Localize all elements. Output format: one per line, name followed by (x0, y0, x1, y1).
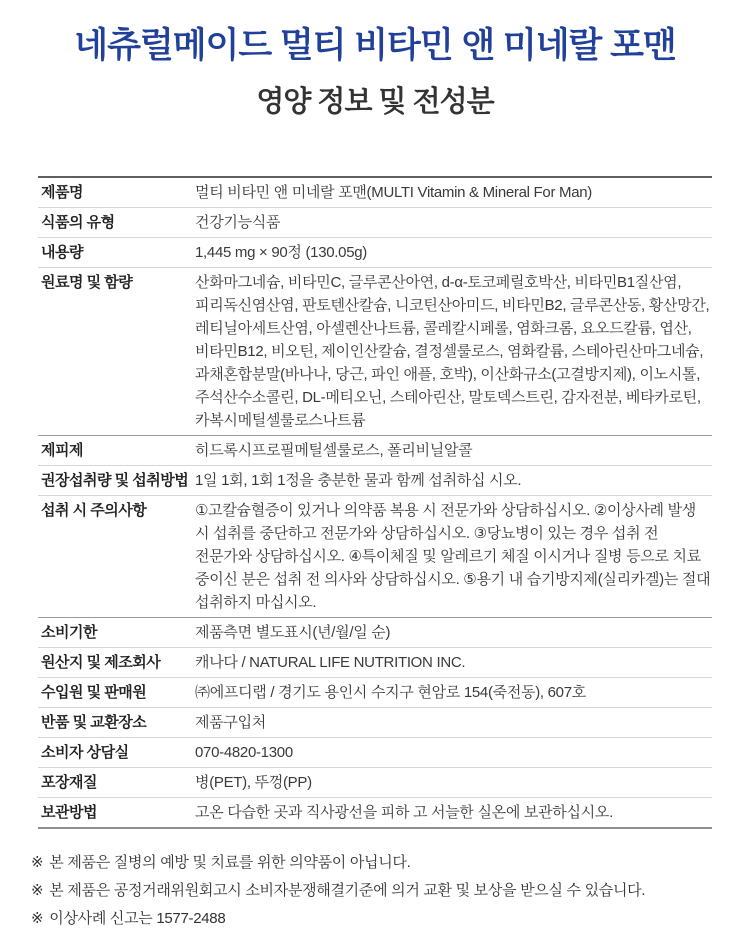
table-row-storage-method (38, 797, 712, 827)
footnotes (31, 851, 710, 930)
row-label: 내용량 (41, 243, 83, 261)
row-label: 포장재질 (41, 773, 97, 791)
row-label: 보관방법 (41, 803, 97, 821)
row-value: 1일 1회, 1회 1정을 충분한 물과 함께 섭취하십 시오. (195, 471, 522, 489)
table-row-expiry-date (38, 617, 712, 647)
row-value: 병(PET), 뚜껑(PP) (195, 773, 312, 791)
row-value: 1,445 mg × 90정 (130.05g) (195, 243, 367, 261)
row-label: 원산지 및 제조회사 (41, 653, 161, 671)
row-label: 소비기한 (41, 623, 97, 641)
table-row-return-exchange (38, 707, 712, 737)
footnote-text: 본 제품은 공정거래위원회고시 소비자분쟁해결기준에 의거 교환 및 보상을 받으실 수 있습니다. (49, 881, 646, 899)
table-row-intake-precautions (38, 495, 712, 617)
footnote-text: 본 제품은 질병의 예방 및 치료를 위한 의약품이 아닙니다. (49, 853, 411, 871)
table-row-product-name (38, 178, 712, 207)
footnote-marker: ※ (31, 853, 44, 871)
page-title: 네츄럴메이드 멀티 비타민 앤 미네랄 포맨 (74, 26, 676, 65)
row-label: 식품의 유형 (41, 213, 115, 231)
row-value: 캐나다 / NATURAL LIFE NUTRITION INC. (195, 653, 466, 671)
footnote-marker: ※ (31, 909, 44, 927)
table-row-ingredients (38, 267, 712, 435)
table-row-net-content (38, 237, 712, 267)
footnote-marker: ※ (31, 881, 44, 899)
row-value: 멀티 비타민 앤 미네랄 포맨(MULTI Vitamin & Mineral For Man) (195, 183, 592, 201)
row-value: 070-4820-1300 (195, 743, 293, 761)
page-subtitle: 영양 정보 및 전성분 (256, 85, 494, 118)
table-row-origin-manufacturer (38, 647, 712, 677)
row-value: 히드록시프로필메틸셀룰로스, 폴리비닐알콜 (195, 441, 473, 459)
row-label: 반품 및 교환장소 (41, 713, 147, 731)
table-row-customer-service (38, 737, 712, 767)
table-row-food-type (38, 207, 712, 237)
table-row-packaging-material (38, 767, 712, 797)
footnote-item (31, 851, 710, 874)
row-label: 제품명 (41, 183, 83, 201)
footnote-text: 이상사례 신고는 1577-2488 (49, 909, 226, 927)
row-label: 섭취 시 주의사항 (41, 501, 147, 519)
table-row-intake-method (38, 465, 712, 495)
row-value: 고온 다습한 곳과 직사광선을 피하 고 서늘한 실온에 보관하십시오. (195, 803, 613, 821)
table-row-coating-agent (38, 435, 712, 465)
row-value: ㈜에프디랩 / 경기도 용인시 수지구 현암로 154(죽전동), 607호 (195, 683, 586, 701)
row-value: 제품구입처 (195, 713, 266, 731)
row-label: 수입원 및 판매원 (41, 683, 147, 701)
row-label: 소비자 상담실 (41, 743, 129, 761)
row-value: 산화마그네슘, 비타민C, 글루콘산아연, d-α-토코페릴호박산, 비타민B1질산염, 피리독신염산염, 판토텐산칼슘, 니코틴산아미드, 비타민B2, 글루콘산동, 황산망간, 레티닐아세트산염, 아셀렌산나트륨, 콜레칼시페롤, 염화크롬, 요오드칼륨, 엽산, 비타민B12, 비오틴, 제이인산칼슘, 결정셀룰로스, 염화칼륨, 스테아린산마그네슘, 과채혼합분말(바나나, 당근, 파인 애플, 호박), 이산화규소(고결방지제), 이노시톨, 주석산수소콜린, DL-메티오닌, 스테아린산, 말토덱스트린, 감자전분, 베타카로틴, 카복시메틸셀룰로스나트륨 (195, 273, 710, 429)
row-label: 권장섭취량 및 섭취방법 (41, 471, 189, 489)
row-label: 제피제 (41, 441, 83, 459)
page-header (0, 0, 750, 120)
product-info-table (38, 176, 712, 829)
table-row-importer-seller (38, 677, 712, 707)
row-value: ①고칼슘혈증이 있거나 의약품 복용 시 전문가와 상담하십시오. ②이상사례 발생 시 섭취를 중단하고 전문가와 상담하십시오. ③당뇨병이 있는 경우 섭취 전 전문가와 상담하십시오. ④특이체질 및 알레르기 체질 이시거나 질병 등으로 치료 중이신 분은 섭취 전 의사와 상담하십시오. ⑤용기 내 습기방지제(실리카겔)는 절대 섭취하지 마십시오. (195, 501, 711, 611)
row-value: 제품측면 별도표시(년/월/일 순) (195, 623, 391, 641)
row-value: 건강기능식품 (195, 213, 281, 231)
row-label: 원료명 및 함량 (41, 273, 133, 291)
footnote-item (31, 879, 710, 902)
footnote-item (31, 907, 710, 930)
